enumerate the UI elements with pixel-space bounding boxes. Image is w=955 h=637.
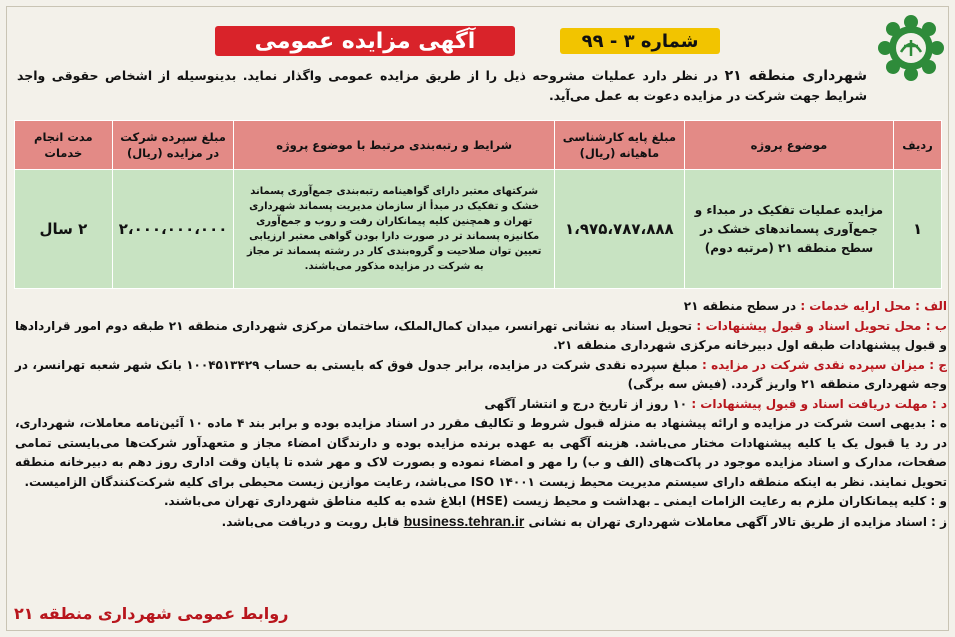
section-a-text: در سطح منطقه ۲۱: [683, 299, 801, 313]
section-g-text-after: قابل رویت و دریافت می‌باشد.: [221, 514, 404, 529]
cell-subject: مزایده عملیات تفکیک در مبداء و جمع‌آوری پسماندهای خشک در سطح منطقه ۲۱ (مرتبه دوم): [684, 170, 893, 289]
business-portal-link[interactable]: business.tehran.ir: [403, 512, 525, 529]
notice-title: آگهی مزایده عمومی: [215, 26, 515, 56]
header-banner: [200, 24, 720, 58]
cell-conditions: شرکتهای معتبر دارای گواهینامه رتبه‌بندی جمع‌آوری پسماند خشک و تفکیک در مبدأ از سازمان مدیریت پسماند شهرداری تهران و همچنین کلیه پیمانکاران رفت و روب و جمع‌آوری مکانیزه پسماند تر در صورت دارا بودن گواهی معتبر ارزیابی تعیین توان صلاحیت و گروه‌بندی کار در رشته پسماند تر مجاز به شرکت در مزایده مذکور می‌باشند.: [234, 170, 555, 289]
cell-row-no: ۱: [894, 170, 942, 289]
header-deposit: مبلغ سپرده شرکت در مزایده (ریال): [112, 121, 234, 170]
section-e: ه : بدیهی است شرکت در مزایده و ارائه پیشنهاد به منزله قبول شروط و تکالیف مقرر در اسناد مزایده بوده و برابر بند ۴ ماده ۱۰ آئین‌نامه معاملات، شهرداری، در رد یا قبول یک یا کلیه پیشنهادات مختار می‌باشد. هزینه آگهی به عهده برنده مزایده بوده و دارندگان امضاء مجاز و متعهدآور شرکت‌ها می‌بایستی تمامی صفحات، مدارک و اسناد مزایده موجود در پاکت‌های (الف و ب) را مهر و امضاء نموده و بصورت لاک و مهر شده تا پایان وقت اداری روز دهم به دبیرخانه منطقه تحویل نمایند. نظر به اینکه منطقه دارای سیستم مدیریت محیط زیست ISO ۱۴۰۰۱ می‌باشد، رعایت موازین زیست محیطی برای کلیه شرکت‌کنندگان الزامیست.: [15, 416, 947, 489]
section-f: و : کلیه پیمانکاران ملزم به رعایت الزامات ایمنی ـ بهداشت و محیط زیست (HSE) ابلاغ شده به کلیه مناطق شهرداری تهران می‌باشند.: [164, 494, 947, 508]
section-b-text: تحویل اسناد به نشانی تهرانسر، میدان کمال‌الملک، ساختمان مرکزی شهرداری منطقه ۲۱ طبقه دوم امور قراردادها و قبول پیشنهادات طبقه اول دبیرخانه مرکزی شهرداری منطقه ۲۱.: [15, 318, 947, 352]
cell-base-price: ۱،۹۷۵،۷۸۷،۸۸۸: [554, 170, 684, 289]
table-header-row: [15, 121, 942, 170]
table-row: [15, 170, 942, 289]
header-base-price: مبلغ پایه کارشناسی ماهیانه (ریال): [554, 121, 684, 170]
auction-table: [14, 120, 942, 289]
section-d-heading: د : مهلت دریافت اسناد و قبول پیشنهادات :: [691, 396, 947, 411]
section-b: [15, 317, 947, 356]
section-c-text: مبلغ سپرده نقدی شرکت در مزایده، برابر جدول فوق که بایستی به حساب ۱۰۰۴۵۱۳۴۲۹ بانک شهر شعبه تهرانسر، در وجه شهرداری منطقه ۲۱ واریز گردد. (فیش سه برگی): [15, 357, 947, 391]
intro-text: در نظر دارد عملیات مشروحه ذیل را از طریق مزایده عمومی واگذار نماید. بدینوسیله از اشخاص حقوقی واجد شرایط جهت شرکت در مزایده دعوت به عمل می‌آید.: [17, 68, 867, 103]
header-subject: موضوع پروژه: [684, 121, 893, 170]
public-relations-footer: روابط عمومی شهرداری منطقه ۲۱: [14, 604, 289, 623]
section-b-heading: ب : محل تحویل اسناد و قبول پیشنهادات :: [696, 318, 947, 333]
notice-number: شماره ۳ - ۹۹: [560, 28, 720, 54]
cell-duration: ۲ سال: [15, 170, 113, 289]
section-c-heading: ج : میزان سپرده نقدی شرکت در مزایده :: [701, 357, 947, 372]
section-d-text: ۱۰ روز از تاریخ درج و انتشار آگهی: [484, 396, 692, 411]
header-row-no: ردیف: [894, 121, 942, 170]
section-d: [15, 395, 947, 415]
intro-paragraph: [17, 66, 867, 106]
section-a: [15, 297, 947, 317]
section-g: [15, 512, 947, 533]
section-a-heading: الف : محل ارایه خدمات :: [800, 299, 947, 313]
organization-name: شهرداری منطقه ۲۱: [724, 68, 867, 84]
section-g-text-before: ز : اسناد مزایده از طریق تالار آگهی معاملات شهرداری تهران به نشانی: [524, 514, 947, 529]
header-conditions: شرایط و رتبه‌بندی مرتبط با موضوع پروژه: [234, 121, 555, 170]
cell-deposit: ۲،۰۰۰،۰۰۰،۰۰۰: [112, 170, 234, 289]
header-duration: مدت انجام خدمات: [15, 121, 113, 170]
conditions-sections: [15, 297, 947, 532]
tehran-municipality-logo-icon: [877, 14, 945, 82]
section-c: [15, 356, 947, 395]
